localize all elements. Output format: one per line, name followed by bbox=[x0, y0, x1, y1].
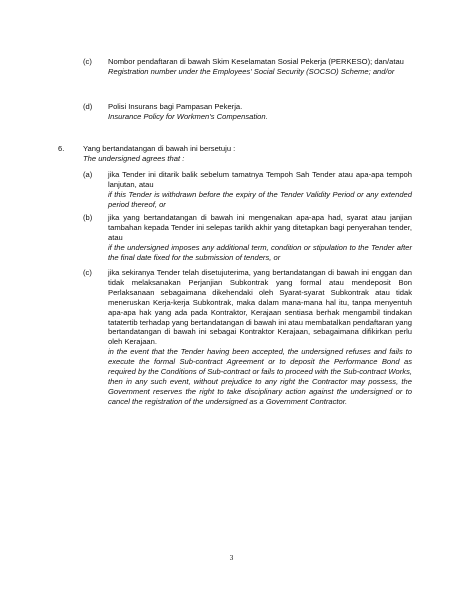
item-label-b: (b) bbox=[83, 213, 93, 222]
item-b-english: if the undersigned imposes any additional term, condition or stipulation to the Tender after the final date fixed for the submission of tenders, or bbox=[108, 242, 412, 262]
clause-c-top-malay: Nombor pendaftaran di bawah Skim Keselamatan Sosial Pekerja (PERKESO); dan/atau bbox=[108, 57, 404, 66]
item-a-malay: jika Tender ini ditarik balik sebelum tamatnya Tempoh Sah Tender atau apa-apa tempoh lanjutan, atau bbox=[108, 170, 412, 189]
clause-d bbox=[108, 102, 412, 122]
clause-c-top bbox=[108, 57, 412, 77]
page-number: 3 bbox=[229, 553, 234, 562]
section-6-intro-malay: Yang bertandatangan di bawah ini bersetuju : bbox=[83, 144, 236, 153]
item-label-a: (a) bbox=[83, 170, 93, 179]
clause-d-malay: Polisi Insurans bagi Pampasan Pekerja. bbox=[108, 102, 243, 111]
item-c-malay: jika sekiranya Tender telah disetujuterima, yang bertandatangan di bawah ini enggan dan tidak melaksanakan Perjanjian Subkontrak yang formal atau mendeposit Bon Perlaksanaan sebagaimana dikehendaki oleh Syarat-syarat Subkontrak atau tidak meneruskan Kerja-kerja Subkontrak, maka dalam mana-mana hal itu, tanpa menyentuh apa-apa hak yang ada pada Kontraktor, Kerajaan sentiasa berhak mengambil tindakan tatatertib terhadap yang bertandatangan di bawah ini atau membatalkan pendaftaran yang bertandatangan di bawah ini sebagai Kontraktor Kerajaan, sebagaimana difikirkan perlu oleh Kerajaan. bbox=[108, 268, 412, 347]
clause-label-c-top: (c) bbox=[83, 57, 92, 66]
clause-c-top-english: Registration number under the Employees' Social Security (SOCSO) Scheme; and/or bbox=[108, 66, 395, 76]
section-6-intro bbox=[83, 144, 413, 164]
section-6-intro-english: The undersigned agrees that : bbox=[83, 153, 185, 163]
section-number-6: 6. bbox=[58, 144, 65, 153]
item-a-english: if this Tender is withdrawn before the expiry of the Tender Validity Period or any extended period thereof, or bbox=[108, 189, 412, 209]
clause-label-d: (d) bbox=[83, 102, 93, 111]
item-c-english: in the event that the Tender having been accepted, the undersigned refuses and fails to execute the formal Sub-contract Agreement or to deposit the Performance Bond as required by the Conditions of Sub-contract or fails to proceed with the Sub-contract Works, then in any such event, without prejudice to any right the Contractor may possess, the Government reserves the right to take disciplinary action against the undersigned or to cancel the registration of the undersigned as a Government Contractor. bbox=[108, 347, 412, 406]
item-label-c: (c) bbox=[83, 268, 92, 277]
item-a bbox=[108, 170, 412, 210]
item-b bbox=[108, 213, 412, 263]
clause-d-english: Insurance Policy for Workmen's Compensation. bbox=[108, 111, 268, 121]
item-b-malay: jika yang bertandatangan di bawah ini mengenakan apa-apa had, syarat atau janjian tambahan kepada Tender ini selepas tarikh akhir yang ditetapkan bagi penyerahan tender, atau bbox=[108, 213, 412, 242]
item-c bbox=[108, 268, 412, 407]
